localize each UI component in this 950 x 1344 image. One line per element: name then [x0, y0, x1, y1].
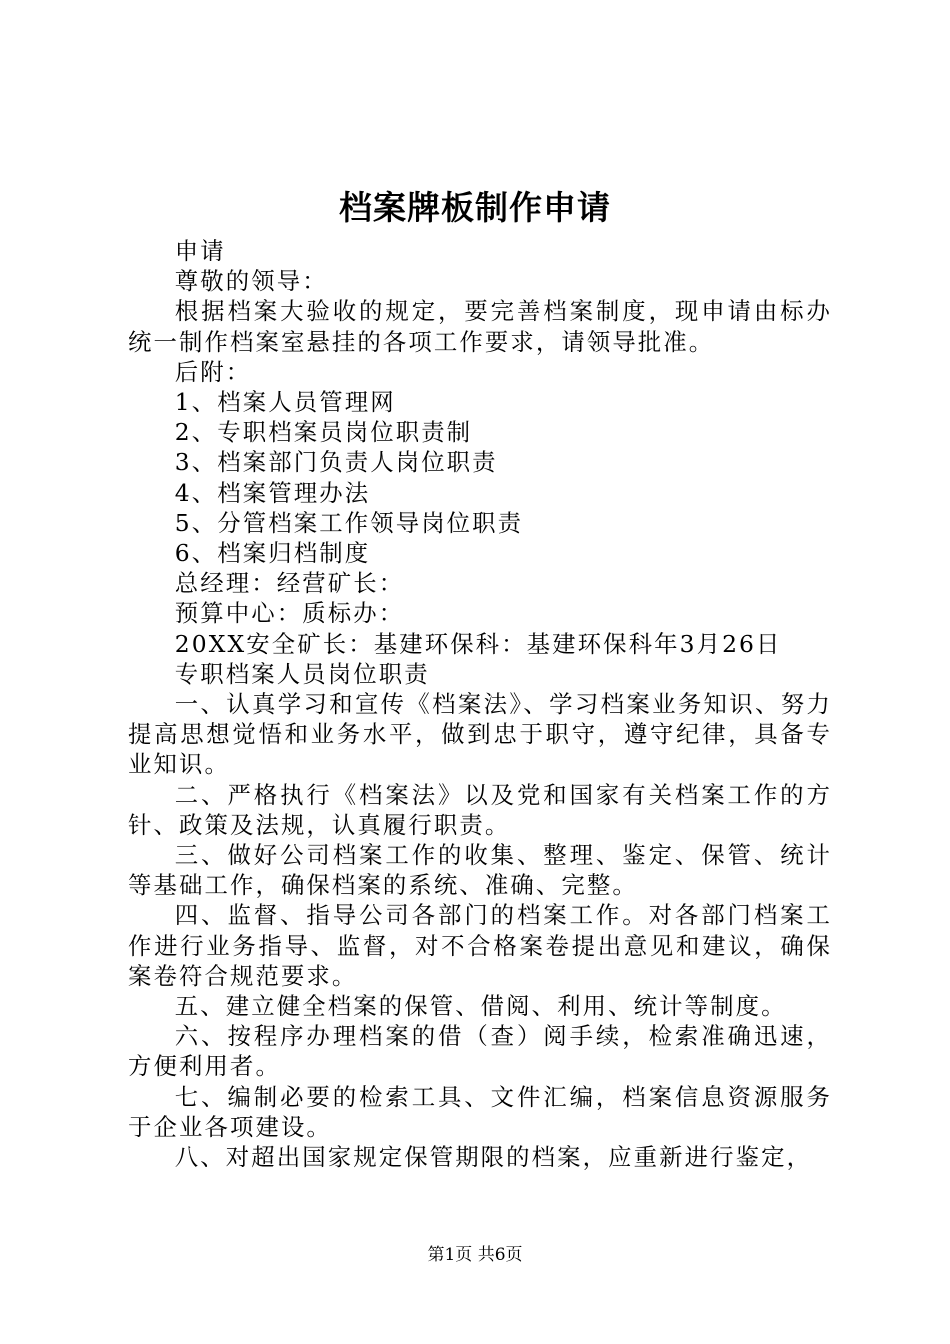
page-number-footer: 第1页 共6页: [427, 1245, 523, 1265]
attachment-item: 4、档案管理办法: [174, 478, 371, 507]
signature-date-line: 20XX安全矿长：基建环保科：基建环保科年3月26日: [174, 629, 782, 658]
signature-line: 预算中心：质标办：: [174, 599, 405, 628]
paragraph-attachments-label: 后附：: [174, 357, 252, 386]
section-heading: 专职档案人员岗位职责: [174, 659, 430, 688]
duty-item: 六、按程序办理档案的借（查）阅手续，检索准确迅速，方便利用者。: [128, 1022, 832, 1081]
duty-item: 三、做好公司档案工作的收集、整理、鉴定、保管、统计等基础工作，确保档案的系统、准确、完整。: [128, 841, 832, 900]
duty-item: 一、认真学习和宣传《档案法》、学习档案业务知识、努力提高思想觉悟和业务水平，做到忠于职守，遵守纪律，具备专业知识。: [128, 690, 832, 779]
duty-item: 四、监督、指导公司各部门的档案工作。对各部门档案工作进行业务指导、监督，对不合格案卷提出意见和建议，确保案卷符合规范要求。: [128, 901, 832, 990]
document-title: 档案牌板制作申请: [339, 188, 611, 227]
duty-item: 七、编制必要的检索工具、文件汇编，档案信息资源服务于企业各项建设。: [128, 1082, 832, 1141]
attachment-item: 6、档案归档制度: [174, 539, 371, 568]
attachment-item: 2、专职档案员岗位职责制: [174, 418, 473, 447]
attachment-item: 1、档案人员管理网: [174, 388, 396, 417]
document-body: [128, 236, 832, 1172]
duty-item: 五、建立健全档案的保管、借阅、利用、统计等制度。: [174, 992, 787, 1021]
duty-item: 八、对超出国家规定保管期限的档案，应重新进行鉴定，: [174, 1143, 813, 1172]
paragraph-request: 根据档案大验收的规定，要完善档案制度，现申请由标办统一制作档案室悬挂的各项工作要求，请领导批准。: [128, 297, 832, 356]
duty-item: 二、严格执行《档案法》以及党和国家有关档案工作的方针、政策及法规，认真履行职责。: [128, 780, 832, 839]
signature-line: 总经理：经营矿长：: [174, 569, 405, 598]
paragraph-salutation: 尊敬的领导：: [174, 267, 328, 296]
attachment-item: 5、分管档案工作领导岗位职责: [174, 508, 524, 537]
attachment-item: 3、档案部门负责人岗位职责: [174, 448, 498, 477]
paragraph-heading-apply: 申请: [174, 237, 226, 265]
